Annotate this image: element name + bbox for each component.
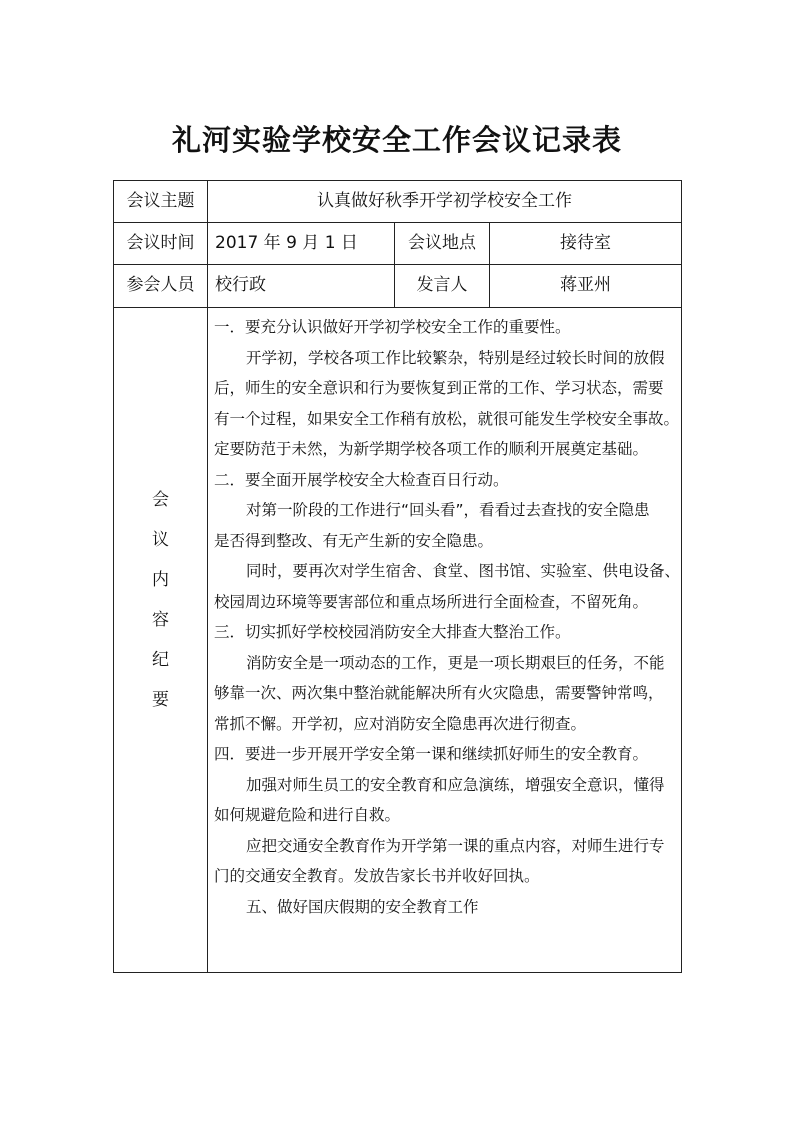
- paragraph-line: 够靠一次、两次集中整治就能解决所有火灾隐患，需要警钟常鸣，: [214, 684, 664, 702]
- summary-label-char: 议: [152, 530, 169, 550]
- table-line: [113, 264, 682, 265]
- summary-label-char: 内: [152, 570, 169, 590]
- summary-label-char: 会: [152, 490, 169, 510]
- time-label: 会议时间: [126, 233, 195, 253]
- paragraph-line: 校园周边环境等要害部位和重点场所进行全面检查，不留死角。: [214, 592, 649, 611]
- topic-value: 认真做好秋季开学初学校安全工作: [317, 191, 572, 211]
- paragraph-line: 对第一阶段的工作进行“回头看”，看看过去查找的安全隐患: [246, 501, 650, 519]
- table-line: [113, 222, 682, 223]
- speaker-value: 蒋亚州: [560, 275, 611, 295]
- speaker-label: 发言人: [416, 275, 468, 295]
- paragraph-line: 加强对师生员工的安全教育和应急演练，增强安全意识，懂得: [246, 775, 665, 794]
- section-heading: 四．要进一步开展开学安全第一课和继续抓好师生的安全教育。: [214, 745, 649, 763]
- summary-label-char: 要: [152, 690, 169, 710]
- paragraph-line: 消防安全是一项动态的工作，更是一项长期艰巨的任务，不能: [246, 653, 665, 672]
- summary-label: [114, 490, 207, 730]
- page-title: 礼河实验学校安全工作会议记录表: [171, 123, 622, 157]
- place-value: 接待室: [560, 233, 611, 253]
- table-line: [113, 180, 682, 181]
- paragraph-line: 应把交通安全教育作为开学第一课的重点内容，对师生进行专: [246, 836, 665, 855]
- table-line: [681, 180, 682, 973]
- summary-label-char: 纪: [152, 650, 169, 670]
- paragraph-line: 是否得到整改、有无产生新的安全隐患。: [214, 531, 494, 550]
- paragraph-line: 如何规避危险和进行自救。: [214, 806, 401, 824]
- paragraph-line: 同时，要再次对学生宿舍、食堂、图书馆、实验室、供电设备、: [246, 562, 681, 580]
- summary-label-char: 容: [152, 610, 169, 630]
- time-value: 2017 年 9 月 1 日: [215, 233, 358, 253]
- paragraph-line: 常抓不懈。开学初，应对消防安全隐患再次进行彻查。: [214, 714, 587, 733]
- section-heading: 五、做好国庆假期的安全教育工作: [246, 897, 479, 916]
- paragraph-line: 定要防范于未然，为新学期学校各项工作的顺利开展奠定基础。: [214, 440, 649, 458]
- place-label: 会议地点: [408, 233, 476, 253]
- table-line: [113, 972, 682, 973]
- paragraph-line: 后，师生的安全意识和行为要恢复到正常的工作、学习状态，需要: [214, 379, 664, 397]
- summary-content: [214, 312, 681, 922]
- section-heading: 二．要全面开展学校安全大检查百日行动。: [214, 470, 509, 489]
- paragraph-line: 有一个过程，如果安全工作稍有放松，就很可能发生学校安全事故。: [214, 409, 680, 428]
- table-line: [207, 180, 208, 973]
- section-heading: 一．要充分认识做好开学初学校安全工作的重要性。: [214, 318, 571, 336]
- paragraph-line: 门的交通安全教育。发放告家长书并收好回执。: [214, 867, 540, 885]
- topic-label: 会议主题: [126, 191, 195, 211]
- table-line: [113, 307, 682, 308]
- paragraph-line: 开学初，学校各项工作比较繁杂，特别是经过较长时间的放假: [246, 348, 665, 367]
- attendees-label: 参会人员: [126, 275, 195, 295]
- attendees-value: 校行政: [215, 275, 266, 295]
- section-heading: 三．切实抓好学校校园消防安全大排查大整治工作。: [214, 623, 571, 641]
